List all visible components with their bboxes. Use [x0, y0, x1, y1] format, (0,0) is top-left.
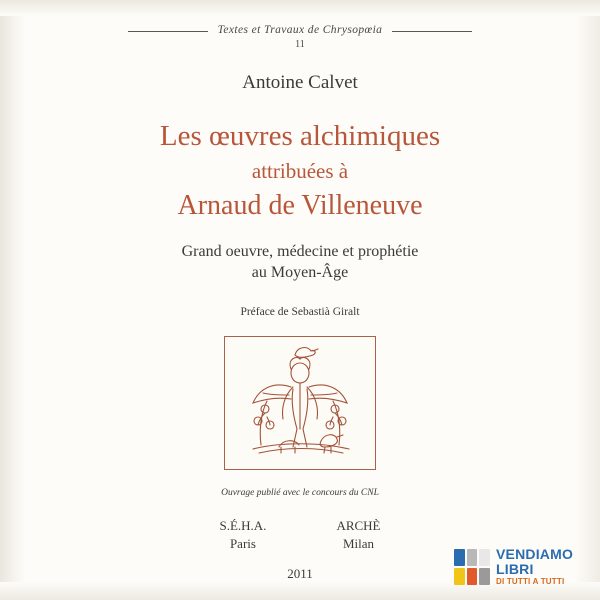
- publication-year: 2011: [287, 565, 313, 581]
- publisher-arche-city: Milan: [342, 535, 374, 551]
- title-line-2: attribuées à: [251, 159, 349, 184]
- preface-credit: Préface de Sebastià Giralt: [240, 305, 360, 318]
- swatch-1: [454, 549, 465, 566]
- watermark-text: [496, 547, 573, 587]
- series-rules: [0, 27, 600, 37]
- watermark-line-2: LIBRI: [496, 560, 534, 577]
- publisher-arche: [336, 518, 380, 552]
- rule-right: [392, 31, 472, 32]
- title-line-3: Arnaud de Villeneuve: [177, 190, 423, 222]
- publisher-seha-city: Paris: [229, 535, 256, 551]
- vendiamo-libri-watermark: [454, 544, 592, 590]
- swatch-4: [454, 568, 465, 585]
- watermark-swatch-grid: [454, 549, 490, 585]
- watermark-line-3: DI TUTTI A TUTTI: [496, 577, 565, 587]
- swatch-3: [479, 549, 490, 566]
- subtitle: [0, 242, 600, 284]
- author-name: Antoine Calvet: [242, 72, 358, 93]
- subtitle-line-2: au Moyen-Âge: [251, 264, 349, 282]
- woodcut-svg: [225, 337, 375, 469]
- illustration-wrap: [0, 336, 600, 470]
- publisher-seha: [219, 518, 266, 552]
- swatch-6: [479, 568, 490, 585]
- series-name: Textes et Travaux de Chrysopœia: [217, 24, 383, 36]
- publisher-arche-name: ARCHÈ: [336, 517, 381, 533]
- series-number: 11: [295, 39, 305, 50]
- swatch-2: [467, 549, 478, 566]
- watermark-line-1: VENDIAMO: [496, 546, 574, 563]
- swatch-5: [467, 568, 478, 585]
- funding-note: Ouvrage publié avec le concours du CNL: [221, 487, 379, 498]
- publisher-seha-name: S.É.H.A.: [219, 517, 267, 533]
- rule-left: [128, 31, 208, 32]
- subtitle-line-1: Grand oeuvre, médecine et prophétie: [181, 243, 419, 261]
- alchemical-woodcut-illustration: [224, 336, 376, 470]
- title-line-1: Les œuvres alchimiques: [159, 120, 441, 152]
